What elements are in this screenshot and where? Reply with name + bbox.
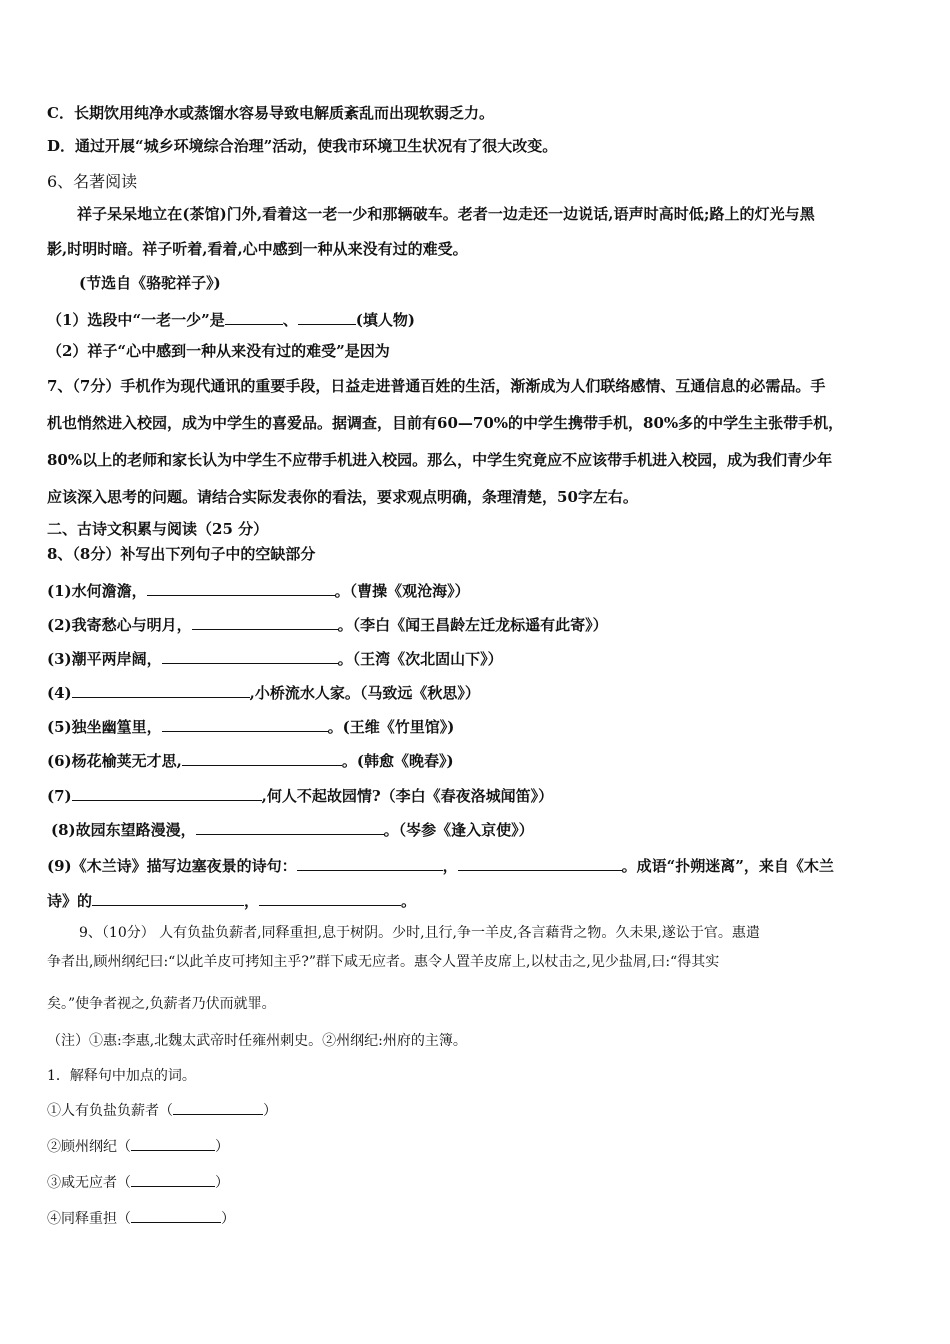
item-suffix: 。(韩愈《晚春》)	[341, 752, 454, 770]
answer-blank[interactable]	[147, 581, 335, 596]
item-suffix: 。（曹操《观沧海》）	[334, 582, 470, 600]
sub-1-separator: 、	[282, 311, 298, 329]
question-7-line-2: 机也悄然进入校园，成为中学生的喜爱品。据调查，目前有60—70%的中学生携带手机，80%多的中学生主张带手机，	[47, 414, 844, 432]
item-prefix: (8)故园东望路漫漫，	[51, 821, 196, 839]
section-2-heading: 二、古诗文积累与阅读（25 分）	[47, 520, 269, 538]
answer-blank[interactable]	[131, 1172, 215, 1187]
question-9-line-3: 矣。”使争者视之,负薪者乃伏而就罪。	[47, 996, 276, 1012]
item-suffix: 。成语“扑朔迷离”，来自《木兰	[621, 857, 834, 875]
answer-blank[interactable]	[297, 856, 443, 871]
question-7-line-4: 应该深入思考的问题。请结合实际发表你的看法，要求观点明确，条理清楚，50字左右。	[47, 488, 638, 506]
q8-item-1	[47, 581, 470, 599]
q9-word-2	[47, 1136, 229, 1154]
word-prefix: ③咸无应者（	[47, 1175, 131, 1191]
question-5-option-d: D．通过开展“城乡环境综合治理”活动，使我市环境卫生状况有了很大改变。	[47, 137, 558, 155]
question-9-note: （注）①惠:李惠,北魏太武帝时任雍州刺史。②州纲纪:州府的主簿。	[47, 1033, 467, 1049]
question-6-passage-line-2: 影,时明时暗。祥子听着,看着,心中感到一种从来没有过的难受。	[47, 240, 468, 258]
question-6-source: (节选自《骆驼祥子》)	[79, 274, 221, 292]
answer-blank[interactable]	[72, 786, 262, 801]
answer-blank[interactable]	[72, 683, 250, 698]
answer-blank[interactable]	[162, 649, 338, 664]
answer-blank[interactable]	[298, 310, 356, 325]
question-5-option-c: C．长期饮用纯净水或蒸馏水容易导致电解质紊乱而出现软弱乏力。	[47, 104, 494, 122]
word-prefix: ④同释重担（	[47, 1211, 131, 1227]
q8-item-9	[47, 856, 834, 874]
answer-blank[interactable]	[162, 717, 328, 732]
word-close: ）	[215, 1139, 229, 1155]
q9-word-1	[47, 1100, 277, 1118]
answer-blank[interactable]	[225, 310, 283, 325]
item-prefix: 诗》的	[47, 892, 93, 910]
word-prefix: ②顾州纲纪（	[47, 1139, 131, 1155]
sub-1-prefix: （1）选段中“一老一少”是	[47, 311, 225, 329]
q9-word-3	[47, 1172, 229, 1190]
answer-blank[interactable]	[182, 751, 342, 766]
q9-word-4	[47, 1208, 235, 1226]
answer-blank[interactable]	[192, 615, 338, 630]
sub-1-suffix: (填人物)	[355, 311, 415, 329]
item-separator: ，	[442, 857, 458, 875]
question-7-line-1: 7、（7分）手机作为现代通讯的重要手段，日益走进普通百姓的生活，渐渐成为人们联络感情、互通信息的必需品。手	[47, 377, 826, 395]
question-6-sub-1	[47, 310, 415, 328]
question-9-line-2: 争者出,顾州纲纪曰:“以此羊皮可拷知主乎?”群下咸无应者。惠令人置羊皮席上,以杖击之,见少盐屑,曰:“得其实	[47, 954, 720, 970]
answer-blank[interactable]	[259, 891, 401, 906]
item-prefix: (9)《木兰诗》描写边塞夜景的诗句：	[47, 857, 297, 875]
item-separator: ，	[244, 892, 260, 910]
q8-item-5	[47, 717, 454, 735]
answer-blank[interactable]	[131, 1136, 215, 1151]
q8-item-7	[47, 786, 553, 804]
item-suffix: ,小桥流水人家。（马致远《秋思》）	[249, 684, 480, 702]
question-9-line-1: 9、（10分） 人有负盐负薪者,同释重担,息于树阴。少时,且行,争一羊皮,各言藉背之物。久未果,遂讼于官。惠遣	[79, 925, 760, 941]
item-suffix: 。（李白《闻王昌龄左迁龙标遥有此寄》）	[337, 616, 608, 634]
word-close: ）	[221, 1211, 235, 1227]
item-suffix: 。(王维《竹里馆》)	[327, 718, 455, 736]
item-suffix: ,何人不起故园情?（李白《春夜洛城闻笛》）	[261, 787, 554, 805]
answer-blank[interactable]	[131, 1208, 221, 1223]
answer-blank[interactable]	[458, 856, 622, 871]
q8-item-8	[51, 820, 534, 838]
answer-blank[interactable]	[173, 1100, 263, 1115]
q8-item-9-line-2	[47, 891, 416, 909]
answer-blank[interactable]	[92, 891, 244, 906]
question-6-title: 6、名著阅读	[47, 172, 138, 191]
question-8-title: 8、（8分）补写出下列句子中的空缺部分	[47, 545, 316, 563]
q8-item-3	[47, 649, 503, 667]
item-suffix: 。（王湾《次北固山下》）	[337, 650, 503, 668]
question-7-line-3: 80%以上的老师和家长认为中学生不应带手机进入校园。那么，中学生究竟应不应该带手机进入校园，成为我们青少年	[47, 451, 833, 469]
item-prefix: (5)独坐幽篁里，	[47, 718, 162, 736]
word-prefix: ①人有负盐负薪者（	[47, 1103, 173, 1119]
word-close: ）	[215, 1175, 229, 1191]
item-prefix: (6)杨花榆荚无才思,	[47, 752, 182, 770]
question-9-task: 1．解释句中加点的词。	[47, 1068, 196, 1084]
word-close: ）	[263, 1103, 277, 1119]
q8-item-2	[47, 615, 608, 633]
item-suffix: 。	[401, 892, 417, 910]
question-6-passage-line-1: 祥子呆呆地立在(茶馆)门外,看着这一老一少和那辆破车。老者一边走还一边说话,语声时高时低;路上的灯光与黑	[77, 205, 815, 223]
item-prefix: (3)潮平两岸阔，	[47, 650, 162, 668]
q8-item-4	[47, 683, 480, 701]
item-prefix: (1)水何澹澹，	[47, 582, 147, 600]
q8-item-6	[47, 751, 454, 769]
item-prefix: (2)我寄愁心与明月，	[47, 616, 192, 634]
item-prefix: (4)	[47, 684, 72, 702]
item-prefix: (7)	[47, 787, 72, 805]
answer-blank[interactable]	[196, 820, 384, 835]
item-suffix: 。（岑参《逢入京使》）	[383, 821, 534, 839]
question-6-sub-2: （2）祥子“心中感到一种从来没有过的难受”是因为	[47, 342, 390, 360]
